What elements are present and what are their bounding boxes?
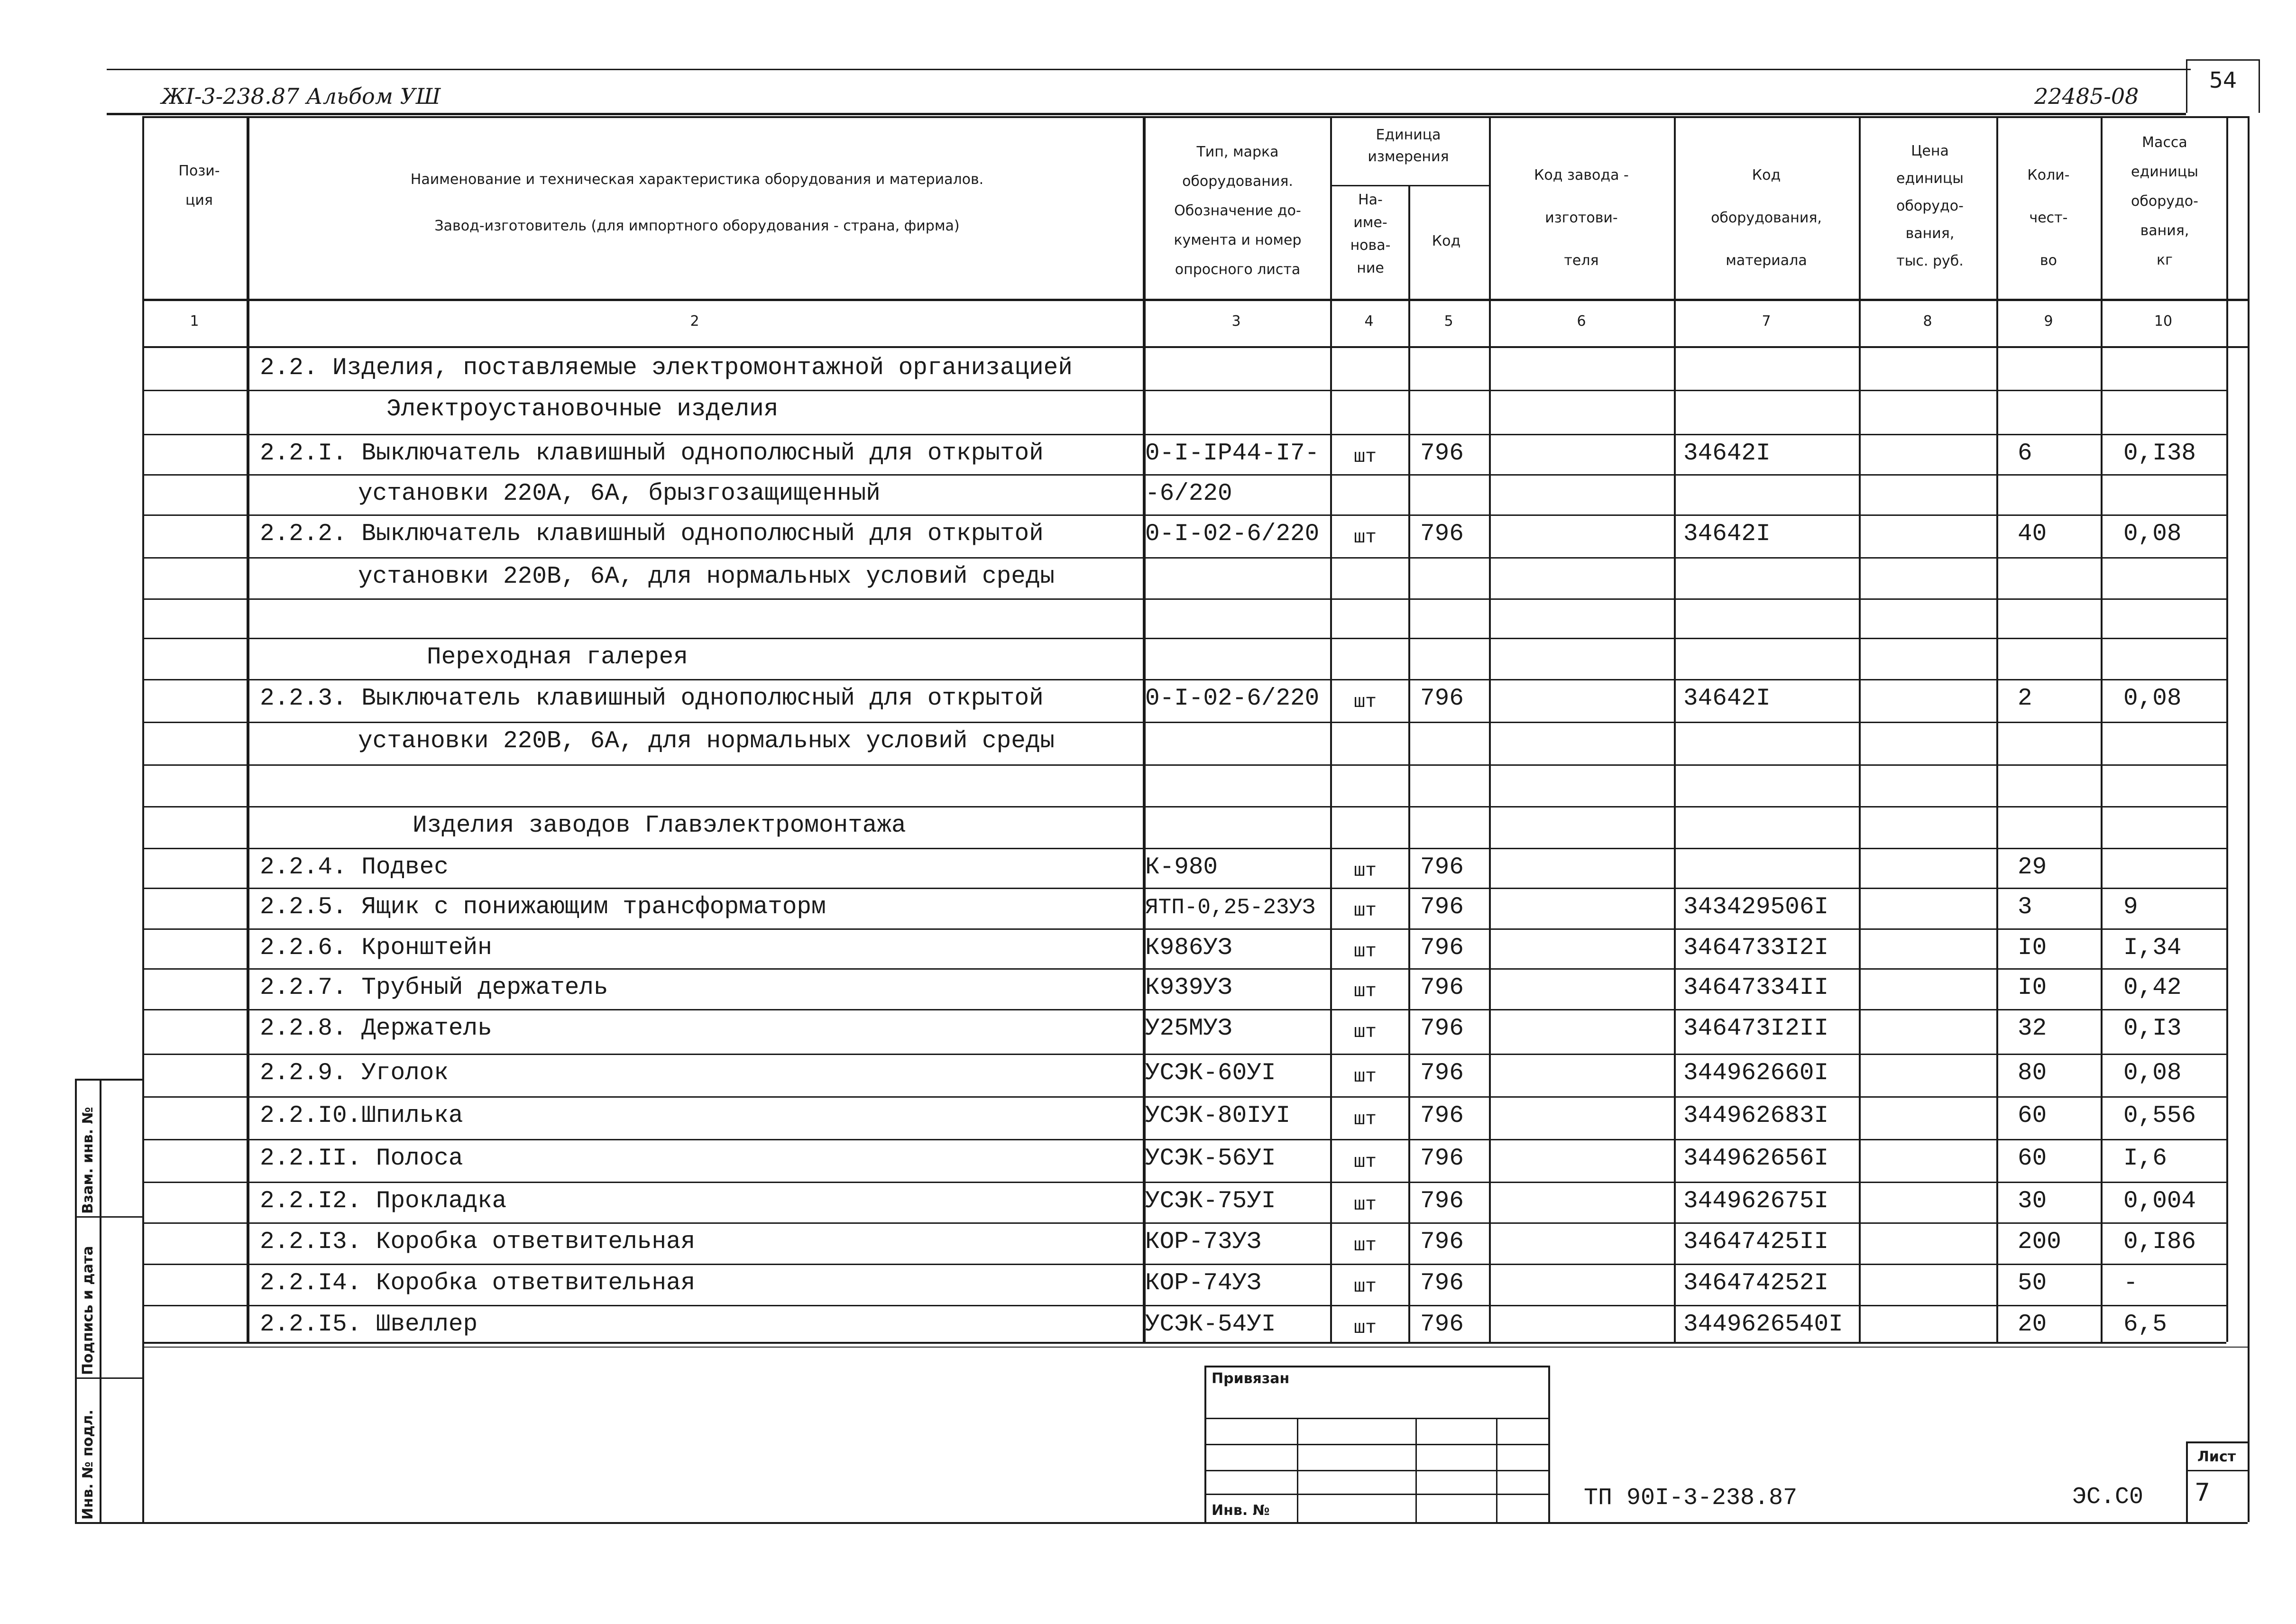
row-unit: шт <box>1354 941 1377 963</box>
row-type: 0-I-02-6/220 <box>1145 685 1320 712</box>
row-name: 2.2.7. Трубный держатель <box>260 974 608 1001</box>
row-unit-code: 796 <box>1420 1188 1464 1215</box>
row-type: У25МУЗ <box>1145 1015 1232 1042</box>
grid-line <box>142 1182 2226 1183</box>
row-equipment-code: 34642I <box>1683 521 1771 548</box>
row-mass: 0,I3 <box>2123 1015 2182 1042</box>
column-number: 4 <box>1364 313 1374 330</box>
row-name: установки 220В, 6А, для нормальных условий среды <box>358 728 1055 755</box>
row-quantity: 20 <box>2018 1311 2047 1338</box>
row-type: К939УЗ <box>1145 974 1232 1001</box>
col-header-name: Наименование и техническая характеристика оборудования и материалов. Завод-изготовитель (для импортного оборудования - страна, фирма) <box>410 171 984 234</box>
row-mass: I,34 <box>2123 935 2182 962</box>
column-number: 2 <box>690 313 699 330</box>
privyazan-label: Привязан <box>1212 1370 1290 1387</box>
row-name: 2.2.I5. Швеллер <box>260 1311 478 1338</box>
col-header-unit: Единица измерения <box>1368 127 1449 165</box>
row-unit: шт <box>1354 1066 1377 1088</box>
grid-line <box>142 557 2226 559</box>
row-unit: шт <box>1354 1276 1377 1298</box>
row-unit-code: 796 <box>1420 1015 1464 1042</box>
row-name: 2.2.II. Полоса <box>260 1145 463 1172</box>
row-equipment-code: 346473I2II <box>1683 1015 1829 1042</box>
row-type: УСЭК-56УI <box>1145 1145 1276 1172</box>
row-name: 2.2.4. Подвес <box>260 854 449 881</box>
grid-line <box>142 1096 2226 1098</box>
row-unit-code: 796 <box>1420 1102 1464 1129</box>
stamp-inv-original: Инв. № подл. <box>80 1409 96 1520</box>
row-type: УСЭК-54УI <box>1145 1311 1276 1338</box>
row-quantity: 60 <box>2018 1145 2047 1172</box>
grid-line <box>75 1377 142 1379</box>
row-quantity: 29 <box>2018 854 2047 881</box>
grid-line <box>2186 1441 2188 1522</box>
row-quantity: I0 <box>2018 935 2047 962</box>
grid-line <box>2186 1441 2248 1443</box>
row-quantity: 6 <box>2018 440 2032 467</box>
row-equipment-code: 34642I <box>1683 685 1771 712</box>
row-equipment-code: 34647334II <box>1683 974 1829 1001</box>
col-header-type: Тип, марка оборудования. Обозначение до- кумента и номер опросного листа <box>1174 144 1302 278</box>
row-unit-code: 796 <box>1420 935 1464 962</box>
grid-line <box>1996 116 1998 1342</box>
grid-line <box>75 1216 142 1218</box>
row-quantity: 3 <box>2018 894 2032 921</box>
stamp-signature-date: Подпись и дата <box>80 1246 96 1375</box>
row-unit-code: 796 <box>1420 894 1464 921</box>
row-equipment-code: 344962683I <box>1683 1102 1829 1129</box>
grid-line <box>75 1079 77 1522</box>
row-unit: шт <box>1354 1022 1377 1043</box>
row-type: 0-I-IP44-I7- <box>1145 440 1320 467</box>
row-unit: шт <box>1354 447 1377 468</box>
row-mass: 0,08 <box>2123 685 2182 712</box>
row-unit: шт <box>1354 527 1377 549</box>
grid-line <box>142 474 2226 476</box>
grid-line <box>142 1305 2226 1306</box>
row-name: 2.2.6. Кронштейн <box>260 935 492 962</box>
grid-line <box>142 1222 2226 1224</box>
row-mass: 0,08 <box>2123 1060 2182 1087</box>
column-number: 5 <box>1444 313 1453 330</box>
row-equipment-code: 344962660I <box>1683 1060 1829 1087</box>
row-type: КОР-73УЗ <box>1145 1229 1261 1256</box>
row-equipment-code: 3449626540I <box>1683 1311 1843 1338</box>
row-unit: шт <box>1354 1152 1377 1173</box>
grid-line <box>142 928 2226 930</box>
section-code: ЭС.С0 <box>2072 1484 2144 1511</box>
grid-line <box>142 299 2248 301</box>
row-unit: шт <box>1354 692 1377 713</box>
row-name: 2.2.9. Уголок <box>260 1060 449 1087</box>
grid-line <box>142 1054 2226 1055</box>
row-name: 2.2.I2. Прокладка <box>260 1188 507 1215</box>
grid-line <box>107 69 2191 70</box>
row-mass: 0,42 <box>2123 974 2182 1001</box>
grid-line <box>107 113 2186 115</box>
row-unit: шт <box>1354 981 1377 1002</box>
grid-line <box>142 1342 2226 1344</box>
grid-line <box>142 722 2226 723</box>
col-header-quantity: Коли- чест- во <box>2027 167 2070 269</box>
grid-line <box>142 679 2226 680</box>
grid-line <box>142 1522 2248 1524</box>
row-name: установки 220А, 6А, брызгозащищенный <box>358 480 881 507</box>
grid-line <box>142 434 2226 435</box>
col-header-equipment-code: Код оборудования, материала <box>1711 167 1822 269</box>
row-name: установки 220В, 6А, для нормальных условий среды <box>358 563 1055 590</box>
col-header-mass: Масса единицы оборудо- вания, кг <box>2131 134 2198 268</box>
row-name: 2.2.3. Выключатель клавишный однополюсный для открытой <box>260 685 1044 712</box>
grid-line <box>142 598 2226 600</box>
column-number: 7 <box>1762 313 1771 330</box>
grid-line <box>1415 1418 1417 1522</box>
row-type: К986УЗ <box>1145 935 1232 962</box>
grid-line <box>142 764 2226 766</box>
row-equipment-code: 34647425II <box>1683 1229 1829 1256</box>
col-header-factory-code: Код завода - изготови- теля <box>1534 167 1629 269</box>
row-type: УСЭК-60УI <box>1145 1060 1276 1087</box>
row-quantity: 50 <box>2018 1270 2047 1297</box>
row-quantity: 2 <box>2018 685 2032 712</box>
grid-line <box>1408 185 1410 1342</box>
column-number: 6 <box>1577 313 1586 330</box>
sheet-label: Лист <box>2197 1449 2236 1465</box>
grid-line <box>142 638 2226 639</box>
grid-line <box>142 1009 2226 1010</box>
col-header-price: Цена единицы оборудо- вания, тыс. руб. <box>1896 143 1964 269</box>
col-header-unit-name: На- име- нова- ние <box>1350 192 1391 276</box>
row-unit-code: 796 <box>1420 854 1464 881</box>
row-mass: 0,004 <box>2123 1188 2196 1215</box>
sheet-number: 7 <box>2195 1478 2211 1507</box>
grid-line <box>1297 1418 1298 1522</box>
row-mass: - <box>2123 1270 2138 1297</box>
grid-line <box>142 1264 2226 1265</box>
row-mass: 0,I86 <box>2123 1229 2196 1256</box>
row-unit: шт <box>1354 861 1377 882</box>
row-equipment-code: 3464733I2I <box>1683 935 1829 962</box>
row-mass: 0,08 <box>2123 521 2182 548</box>
grid-line <box>1548 1366 1550 1522</box>
grid-line <box>1330 116 1332 1342</box>
row-quantity: 200 <box>2018 1229 2061 1256</box>
grid-line <box>100 1079 101 1522</box>
row-unit-code: 796 <box>1420 685 1464 712</box>
column-number: 1 <box>190 313 199 330</box>
stamp-vzam-inv: Взам. инв. № <box>80 1107 96 1214</box>
col-header-position: Пози- ция <box>178 163 220 209</box>
row-name: 2.2. Изделия, поставляемые электромонтажной организацией <box>260 355 1073 382</box>
row-name: 2.2.I0.Шпилька <box>260 1102 463 1129</box>
column-number: 9 <box>2044 313 2053 330</box>
grid-line <box>142 346 2248 348</box>
row-type: -6/220 <box>1145 480 1232 507</box>
grid-line <box>142 116 144 1342</box>
row-name: Электроустановочные изделия <box>386 396 779 423</box>
row-equipment-code: 344962656I <box>1683 1145 1829 1172</box>
grid-line <box>142 848 2226 849</box>
row-type: УСЭК-80IУI <box>1145 1102 1291 1129</box>
row-type: КОР-74УЗ <box>1145 1270 1261 1297</box>
row-mass: 0,556 <box>2123 1102 2196 1129</box>
row-unit-code: 796 <box>1420 440 1464 467</box>
row-name: 2.2.I4. Коробка ответвительная <box>260 1270 696 1297</box>
row-mass: 0,I38 <box>2123 440 2196 467</box>
grid-line <box>2226 116 2228 1342</box>
row-unit: шт <box>1354 1318 1377 1339</box>
grid-line <box>142 968 2226 970</box>
grid-line <box>1496 1418 1497 1522</box>
row-type: УСЭК-75УI <box>1145 1188 1276 1215</box>
row-name: 2.2.I. Выключатель клавишный однополюсный для открытой <box>260 440 1044 467</box>
row-name: Переходная галерея <box>427 644 688 671</box>
project-code: ТП 90I-3-238.87 <box>1584 1485 1798 1512</box>
grid-line <box>75 1522 142 1524</box>
grid-line <box>142 888 2226 889</box>
row-name: 2.2.2. Выключатель клавишный однополюсный для открытой <box>260 521 1044 548</box>
row-unit-code: 796 <box>1420 1229 1464 1256</box>
row-name: 2.2.5. Ящик с понижающим трансформаторм <box>260 894 826 921</box>
row-mass: I,6 <box>2123 1145 2167 1172</box>
row-unit-code: 796 <box>1420 974 1464 1001</box>
grid-line <box>142 514 2226 516</box>
grid-line <box>142 390 2226 391</box>
row-quantity: 32 <box>2018 1015 2047 1042</box>
grid-line <box>142 1342 144 1522</box>
row-quantity: 80 <box>2018 1060 2047 1087</box>
grid-line <box>247 116 249 1342</box>
row-quantity: I0 <box>2018 974 2047 1001</box>
grid-line <box>2186 1470 2248 1471</box>
row-quantity: 30 <box>2018 1188 2047 1215</box>
grid-line <box>142 806 2226 807</box>
row-unit: шт <box>1354 1235 1377 1257</box>
row-mass: 6,5 <box>2123 1311 2167 1338</box>
grid-line <box>2101 116 2103 1342</box>
grid-line <box>142 1139 2226 1140</box>
row-name: 2.2.8. Держатель <box>260 1015 492 1042</box>
grid-line <box>1489 116 1491 1342</box>
grid-line <box>1674 116 1676 1342</box>
row-unit-code: 796 <box>1420 1270 1464 1297</box>
document-code: 22485-08 <box>2034 83 2139 109</box>
row-quantity: 40 <box>2018 521 2047 548</box>
column-number: 3 <box>1231 313 1241 330</box>
row-unit-code: 796 <box>1420 521 1464 548</box>
grid-line <box>1859 116 1861 1342</box>
grid-line <box>142 116 2248 118</box>
col-header-unit-code: Код <box>1432 233 1461 249</box>
row-type: 0-I-02-6/220 <box>1145 521 1320 548</box>
row-name: 2.2.I3. Коробка ответвительная <box>260 1229 696 1256</box>
row-unit-code: 796 <box>1420 1060 1464 1087</box>
grid-line <box>1204 1366 1548 1367</box>
row-equipment-code: 34642I <box>1683 440 1771 467</box>
album-reference: ЖI-3-238.87 Альбом УШ <box>161 83 441 109</box>
row-quantity: 60 <box>2018 1102 2047 1129</box>
row-unit: шт <box>1354 1194 1377 1216</box>
row-unit: шт <box>1354 900 1377 922</box>
page-number: 54 <box>2209 67 2237 93</box>
row-mass: 9 <box>2123 894 2138 921</box>
grid-line <box>142 1347 2248 1348</box>
row-unit-code: 796 <box>1420 1311 1464 1338</box>
row-type: К-980 <box>1145 854 1218 881</box>
row-name: Изделия заводов Главэлектромонтажа <box>413 812 906 839</box>
grid-line <box>75 1079 142 1081</box>
column-number: 10 <box>2154 313 2173 330</box>
row-equipment-code: 343429506I <box>1683 894 1829 921</box>
row-unit-code: 796 <box>1420 1145 1464 1172</box>
column-number: 8 <box>1923 313 1932 330</box>
row-equipment-code: 346474252I <box>1683 1270 1829 1297</box>
grid-line <box>2248 116 2250 1522</box>
row-equipment-code: 344962675I <box>1683 1188 1829 1215</box>
row-type: ЯТП-0,25-23УЗ <box>1145 895 1315 920</box>
inv-no-label: Инв. № <box>1212 1502 1270 1519</box>
page-number-box <box>2186 59 2260 113</box>
row-unit: шт <box>1354 1109 1377 1130</box>
